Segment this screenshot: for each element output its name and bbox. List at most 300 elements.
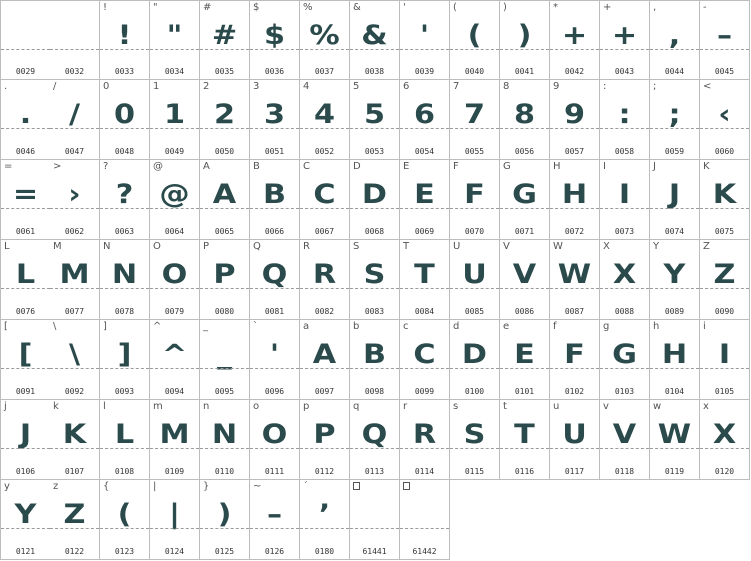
font-glyph: ’: [318, 499, 331, 530]
character-label: 6: [403, 81, 410, 92]
font-glyph: ;: [668, 99, 681, 130]
character-code: 0119: [664, 467, 685, 476]
font-glyph: _: [216, 339, 233, 370]
baseline-guide: [350, 288, 399, 289]
character-label: k: [53, 401, 59, 412]
character-code: 0064: [164, 227, 185, 236]
font-glyph: D: [461, 339, 488, 370]
character-label: (: [453, 2, 457, 13]
glyph-cell-0057: [550, 80, 600, 160]
glyph-cell-0115: [450, 400, 500, 480]
baseline-guide: [500, 288, 549, 289]
font-glyph: D: [361, 179, 388, 210]
glyph-cell-0103: [600, 320, 650, 400]
character-label: 7: [453, 81, 460, 92]
character-code: 0086: [514, 307, 535, 316]
character-label: ;: [653, 81, 657, 92]
glyph-cell-0104: [650, 320, 700, 400]
baseline-guide: [450, 448, 499, 449]
baseline-guide: [500, 368, 549, 369]
font-glyph: +: [611, 20, 638, 51]
baseline-guide: [400, 368, 449, 369]
character-code: 0093: [114, 387, 135, 396]
character-code: 0108: [114, 467, 135, 476]
baseline-guide: [300, 448, 349, 449]
baseline-guide: [100, 208, 149, 209]
character-code: 0100: [464, 387, 485, 396]
character-label: o: [253, 401, 260, 412]
baseline-guide: [550, 128, 599, 129]
character-code: 0029: [15, 67, 36, 76]
character-code: 0056: [514, 147, 535, 156]
glyph-cell-0046: [0, 80, 51, 160]
baseline-guide: [150, 288, 199, 289]
character-label: z: [53, 481, 59, 492]
font-glyph: I: [718, 339, 731, 370]
font-glyph: U: [562, 419, 587, 450]
character-label: *: [553, 2, 558, 13]
character-label: Q: [253, 241, 261, 252]
baseline-guide: [500, 49, 549, 50]
character-label: l: [103, 401, 106, 412]
baseline-guide: [700, 368, 749, 369]
font-glyph: !: [117, 20, 132, 51]
character-label: \: [53, 321, 57, 332]
baseline-guide: [150, 368, 199, 369]
glyph-cell-0074: [650, 160, 700, 240]
glyph-cell-0095: [200, 320, 250, 400]
baseline-guide: [650, 128, 699, 129]
character-label: C: [303, 161, 310, 172]
font-glyph: \: [68, 339, 81, 370]
baseline-guide: [450, 128, 499, 129]
baseline-guide: [700, 288, 749, 289]
glyph-cell-0118: [600, 400, 650, 480]
font-glyph: ?: [115, 179, 134, 210]
baseline-guide: [600, 448, 649, 449]
baseline-guide: [150, 208, 199, 209]
font-glyph: ): [517, 20, 532, 51]
character-code: 0075: [714, 227, 735, 236]
glyph-cell-0112: [300, 400, 350, 480]
font-glyph: P: [213, 259, 236, 290]
glyph-cell-0096: [250, 320, 300, 400]
baseline-guide: [550, 448, 599, 449]
glyph-cell-0089: [650, 240, 700, 320]
character-code: 0094: [164, 387, 185, 396]
baseline-guide: [650, 208, 699, 209]
character-code: 0048: [114, 147, 135, 156]
character-code: 0120: [714, 467, 735, 476]
character-label: ": [153, 2, 158, 13]
character-code: 0087: [564, 307, 585, 316]
baseline-guide: [50, 528, 99, 529]
glyph-cell-0055: [450, 80, 500, 160]
font-glyph: =: [12, 179, 39, 210]
character-label: 0: [103, 81, 110, 92]
glyph-cell-0063: [100, 160, 150, 240]
baseline-guide: [550, 288, 599, 289]
font-glyph: |: [168, 499, 181, 530]
glyph-cell-0098: [350, 320, 400, 400]
font-glyph: X: [712, 419, 737, 450]
glyph-cell-0065: [200, 160, 250, 240]
character-code: 0058: [614, 147, 635, 156]
character-code: 0090: [714, 307, 735, 316]
baseline-guide: [100, 288, 149, 289]
character-code: 0102: [564, 387, 585, 396]
font-glyph: L: [114, 419, 135, 450]
character-code: 0039: [414, 67, 435, 76]
character-code: 0126: [264, 547, 285, 556]
baseline-guide: [100, 448, 149, 449]
font-glyph: H: [661, 339, 688, 370]
character-code: 0085: [464, 307, 485, 316]
glyph-cell-0124: [150, 480, 200, 560]
glyph-cell-0105: [700, 320, 750, 400]
character-code: 0038: [364, 67, 385, 76]
character-label: 2: [203, 81, 210, 92]
baseline-guide: [300, 528, 349, 529]
glyph-cell-0126: [250, 480, 300, 560]
character-code: 0063: [114, 227, 135, 236]
font-glyph: 4: [313, 99, 336, 130]
character-label: H: [553, 161, 561, 172]
character-code: 0036: [264, 67, 285, 76]
glyph-cell-0069: [400, 160, 450, 240]
glyph-cell-0082: [300, 240, 350, 320]
glyph-cell-0064: [150, 160, 200, 240]
glyph-cell-0111: [250, 400, 300, 480]
baseline-guide: [550, 368, 599, 369]
character-label: ': [403, 2, 406, 13]
glyph-cell-0078: [100, 240, 150, 320]
font-glyph: T: [414, 259, 435, 290]
baseline-guide: [200, 528, 249, 529]
glyph-cell-0094: [150, 320, 200, 400]
font-glyph: Q: [261, 259, 288, 290]
baseline-guide: [200, 288, 249, 289]
glyph-cell-0053: [350, 80, 400, 160]
character-code: 0083: [364, 307, 385, 316]
baseline-guide: [450, 49, 499, 50]
character-code: 0077: [64, 307, 85, 316]
font-glyph: B: [362, 339, 387, 370]
character-code: 0035: [214, 67, 235, 76]
baseline-guide: [700, 448, 749, 449]
baseline-guide: [50, 448, 99, 449]
glyph-cell-0029: [0, 0, 51, 80]
character-code: 0088: [614, 307, 635, 316]
glyph-cell-0056: [500, 80, 550, 160]
character-label: -: [703, 2, 707, 13]
missing-glyph-box-icon: [403, 482, 410, 490]
glyph-cell-0079: [150, 240, 200, 320]
baseline-guide: [700, 49, 749, 50]
font-glyph: 9: [563, 99, 586, 130]
baseline-guide: [1, 49, 50, 50]
glyph-cell-0123: [100, 480, 150, 560]
font-glyph: V: [512, 259, 537, 290]
baseline-guide: [600, 368, 649, 369]
character-code: 0104: [664, 387, 685, 396]
baseline-guide: [350, 528, 399, 529]
character-label: Y: [653, 241, 660, 252]
baseline-guide: [500, 448, 549, 449]
character-label: M: [53, 241, 62, 252]
font-glyph: (: [117, 499, 132, 530]
baseline-guide: [650, 448, 699, 449]
character-label: [: [4, 321, 8, 332]
character-label: P: [203, 241, 210, 252]
character-label: @: [153, 161, 163, 172]
character-code: 0032: [64, 67, 85, 76]
character-code: 0124: [164, 547, 185, 556]
glyph-cell-61442: [400, 480, 450, 560]
character-label: $: [253, 2, 260, 13]
font-glyph: ^: [161, 339, 188, 370]
character-code: 0072: [564, 227, 585, 236]
glyph-cell-0122: [50, 480, 100, 560]
character-code: 0050: [214, 147, 235, 156]
character-code: 0117: [564, 467, 585, 476]
baseline-guide: [50, 368, 99, 369]
font-glyph: A: [312, 339, 337, 370]
glyph-cell-0041: [500, 0, 550, 80]
character-label: >: [53, 161, 62, 172]
baseline-guide: [200, 368, 249, 369]
character-code: 0069: [414, 227, 435, 236]
character-code: 0055: [464, 147, 485, 156]
glyph-cell-0113: [350, 400, 400, 480]
character-code: 0114: [414, 467, 435, 476]
character-code: 0122: [64, 547, 85, 556]
glyph-cell-0050: [200, 80, 250, 160]
glyph-cell-0117: [550, 400, 600, 480]
character-label: x: [703, 401, 709, 412]
character-code: 0078: [114, 307, 135, 316]
character-label: n: [203, 401, 210, 412]
character-code: 0043: [614, 67, 635, 76]
font-glyph: :: [618, 99, 631, 130]
glyph-cell-0051: [250, 80, 300, 160]
glyph-cell-0052: [300, 80, 350, 160]
character-label: F: [453, 161, 459, 172]
character-code: 0076: [15, 307, 36, 316]
baseline-guide: [50, 208, 99, 209]
font-glyph: N: [211, 419, 238, 450]
glyph-cell-0101: [500, 320, 550, 400]
glyph-cell-0121: [0, 480, 51, 560]
baseline-guide: [1, 528, 50, 529]
glyph-cell-0106: [0, 400, 51, 480]
glyph-cell-0044: [650, 0, 700, 80]
baseline-guide: [500, 208, 549, 209]
glyph-cell-0097: [300, 320, 350, 400]
baseline-guide: [400, 288, 449, 289]
font-glyph: V: [612, 419, 637, 450]
character-code: 0046: [15, 147, 36, 156]
font-glyph: [: [18, 339, 33, 370]
baseline-guide: [1, 288, 50, 289]
baseline-guide: [150, 128, 199, 129]
glyph-cell-0040: [450, 0, 500, 80]
glyph-cell-0034: [150, 0, 200, 80]
font-glyph: M: [59, 259, 90, 290]
character-label: !: [103, 2, 108, 13]
character-label: _: [203, 321, 208, 332]
baseline-guide: [250, 288, 299, 289]
character-code: 0066: [264, 227, 285, 236]
glyph-cell-0032: [50, 0, 100, 80]
baseline-guide: [550, 208, 599, 209]
font-glyph: W: [657, 419, 692, 450]
font-glyph: ›: [68, 179, 81, 210]
font-glyph: $: [263, 20, 286, 51]
font-glyph: (: [467, 20, 482, 51]
glyph-cell-0036: [250, 0, 300, 80]
baseline-guide: [650, 368, 699, 369]
character-label: ]: [103, 321, 107, 332]
character-code: 0101: [514, 387, 535, 396]
character-label: S: [353, 241, 360, 252]
glyph-cell-0099: [400, 320, 450, 400]
character-code: 0107: [64, 467, 85, 476]
character-code: 0105: [714, 387, 735, 396]
glyph-cell-0108: [100, 400, 150, 480]
baseline-guide: [350, 208, 399, 209]
character-code: 0091: [15, 387, 36, 396]
glyph-cell-0075: [700, 160, 750, 240]
character-label: j: [4, 401, 7, 412]
font-glyph: C: [413, 339, 436, 370]
font-glyph: H: [561, 179, 588, 210]
glyph-cell-0038: [350, 0, 400, 80]
glyph-cell-0084: [400, 240, 450, 320]
baseline-guide: [400, 208, 449, 209]
glyph-cell-0059: [650, 80, 700, 160]
baseline-guide: [200, 448, 249, 449]
character-label: .: [4, 81, 8, 92]
character-code: 0081: [264, 307, 285, 316]
baseline-guide: [400, 49, 449, 50]
font-glyph: A: [212, 179, 237, 210]
glyph-cell-0119: [650, 400, 700, 480]
glyph-cell-0073: [600, 160, 650, 240]
font-glyph: 2: [213, 99, 236, 130]
baseline-guide: [300, 49, 349, 50]
font-glyph: –: [716, 20, 733, 51]
baseline-guide: [300, 368, 349, 369]
character-label: X: [603, 241, 610, 252]
character-code: 0068: [364, 227, 385, 236]
character-label: ´: [303, 481, 308, 492]
character-label: 1: [153, 81, 160, 92]
character-code: 0121: [15, 547, 36, 556]
baseline-guide: [250, 368, 299, 369]
baseline-guide: [700, 208, 749, 209]
glyph-cell-0071: [500, 160, 550, 240]
font-glyph: E: [414, 179, 435, 210]
font-glyph: &: [361, 20, 388, 51]
glyph-cell-0060: [700, 80, 750, 160]
baseline-guide: [100, 128, 149, 129]
font-glyph: 8: [513, 99, 536, 130]
glyph-cell-0090: [700, 240, 750, 320]
glyph-cell-0085: [450, 240, 500, 320]
character-label: E: [403, 161, 410, 172]
character-label: G: [503, 161, 511, 172]
character-code: 0180: [314, 547, 335, 556]
character-code: 0041: [514, 67, 535, 76]
character-label: s: [453, 401, 459, 412]
character-label: 9: [553, 81, 560, 92]
baseline-guide: [350, 49, 399, 50]
font-glyph: ]: [117, 339, 132, 370]
character-code: 0089: [664, 307, 685, 316]
font-glyph: K: [62, 419, 87, 450]
character-code: 61441: [362, 547, 387, 556]
baseline-guide: [200, 208, 249, 209]
glyph-cell-0061: [0, 160, 51, 240]
character-code: 0099: [414, 387, 435, 396]
font-glyph: F: [464, 179, 485, 210]
character-code: 0060: [714, 147, 735, 156]
font-glyph: #: [211, 20, 238, 51]
baseline-guide: [350, 368, 399, 369]
character-code: 0067: [314, 227, 335, 236]
font-glyph: ': [419, 20, 430, 51]
glyph-cell-0091: [0, 320, 51, 400]
glyph-cell-0088: [600, 240, 650, 320]
baseline-guide: [250, 528, 299, 529]
font-glyph: 6: [413, 99, 436, 130]
glyph-cell-0100: [450, 320, 500, 400]
baseline-guide: [300, 288, 349, 289]
font-glyph: B: [262, 179, 287, 210]
character-label: D: [353, 161, 361, 172]
baseline-guide: [100, 528, 149, 529]
glyph-cell-0054: [400, 80, 450, 160]
glyph-cell-0102: [550, 320, 600, 400]
character-label: y: [4, 481, 10, 492]
character-code: 0125: [214, 547, 235, 556]
character-label: [353, 481, 360, 492]
baseline-guide: [1, 128, 50, 129]
character-label: I: [603, 161, 606, 172]
glyph-cell-0092: [50, 320, 100, 400]
baseline-guide: [250, 49, 299, 50]
character-label: +: [603, 2, 612, 13]
character-code: 0040: [464, 67, 485, 76]
baseline-guide: [250, 208, 299, 209]
character-code: 0051: [264, 147, 285, 156]
font-glyph: O: [161, 259, 188, 290]
character-label: <: [703, 81, 712, 92]
font-glyph: G: [612, 339, 637, 370]
glyph-cell-0116: [500, 400, 550, 480]
character-code: 0118: [614, 467, 635, 476]
font-glyph: 0: [113, 99, 136, 130]
character-label: 5: [353, 81, 360, 92]
font-glyph: %: [309, 20, 340, 51]
font-glyph: G: [512, 179, 537, 210]
font-glyph: W: [557, 259, 592, 290]
character-label: W: [553, 241, 563, 252]
font-glyph: ‹: [718, 99, 731, 130]
character-label: }: [203, 481, 210, 492]
character-label: [403, 481, 410, 492]
